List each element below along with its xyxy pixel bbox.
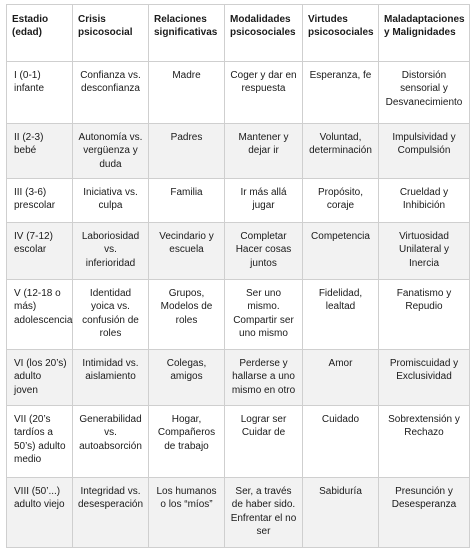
stage-cell: V (12-18 o más) adolescencia [7,280,73,350]
table-cell: Ir más allá jugar [225,179,303,223]
table-cell: Generabilidad vs. autoabsorción [73,406,149,478]
stage-cell: IV (7-12) escolar [7,223,73,280]
stage-cell: III (3-6) prescolar [7,179,73,223]
table-cell: Iniciativa vs. culpa [73,179,149,223]
table-cell: Fanatismo y Repudio [379,280,470,350]
table-cell: Promiscuidad y Exclusividad [379,350,470,406]
table-cell: Hogar, Compañeros de trabajo [149,406,225,478]
table-row [7,280,470,350]
stage-cell: VII (20’s tardíos a 50’s) adulto medio [7,406,73,478]
table-cell: Autonomía vs. vergüenza y duda [73,124,149,179]
header-row [7,5,470,62]
table-cell: Crueldad y Inhibición [379,179,470,223]
header-cell: Modalidades psicosociales [225,5,303,62]
header-cell: Crisis psicosocial [73,5,149,62]
table-cell: Identidad yoica vs. confusión de roles [73,280,149,350]
table-cell: Competencia [303,223,379,280]
table-cell: Completar Hacer cosas juntos [225,223,303,280]
table-cell: Presunción y Desesperanza [379,478,470,548]
table-cell: Vecindario y escuela [149,223,225,280]
table-cell: Lograr ser Cuidar de [225,406,303,478]
table-row [7,223,470,280]
table-cell: Perderse y hallarse a uno mismo en otro [225,350,303,406]
table-cell: Virtuosidad Unilateral y Inercia [379,223,470,280]
table-cell: Los humanos o los “míos” [149,478,225,548]
table-cell: Distorsión sensorial y Desvanecimiento [379,62,470,124]
table-cell: Coger y dar en respuesta [225,62,303,124]
table-cell: Ser uno mismo. Compartir ser uno mismo [225,280,303,350]
table-cell: Esperanza, fe [303,62,379,124]
table-cell: Voluntad, determinación [303,124,379,179]
table-cell: Fidelidad, lealtad [303,280,379,350]
header-cell: Virtudes psicosociales [303,5,379,62]
header-cell: Maladaptaciones y Malignidades [379,5,470,62]
table-row [7,179,470,223]
table-cell: Sobrextensión y Rechazo [379,406,470,478]
table-cell: Padres [149,124,225,179]
table-row [7,350,470,406]
table-cell: Sabiduría [303,478,379,548]
stage-cell: I (0-1) infante [7,62,73,124]
header-cell: Relaciones significativas [149,5,225,62]
table-cell: Amor [303,350,379,406]
table-cell: Propósito, coraje [303,179,379,223]
table-cell: Intimidad vs. aislamiento [73,350,149,406]
stage-cell: VI (los 20’s) adulto joven [7,350,73,406]
table-cell: Cuidado [303,406,379,478]
header-cell: Estadio (edad) [7,5,73,62]
table-cell: Ser, a través de haber sido. Enfrentar el no ser [225,478,303,548]
table-row [7,124,470,179]
table-cell: Madre [149,62,225,124]
table-row [7,406,470,478]
table-row [7,478,470,548]
table-row [7,62,470,124]
erikson-stages-table [6,4,470,548]
stage-cell: VIII (50’...) adulto viejo [7,478,73,548]
table-cell: Integridad vs. desesperación [73,478,149,548]
table-cell: Laboriosidad vs. inferioridad [73,223,149,280]
table-cell: Confianza vs. desconfianza [73,62,149,124]
table-cell: Impulsividad y Compulsión [379,124,470,179]
table-cell: Grupos, Modelos de roles [149,280,225,350]
table-cell: Mantener y dejar ir [225,124,303,179]
stage-cell: II (2-3) bebé [7,124,73,179]
table-cell: Colegas, amigos [149,350,225,406]
table-cell: Familia [149,179,225,223]
